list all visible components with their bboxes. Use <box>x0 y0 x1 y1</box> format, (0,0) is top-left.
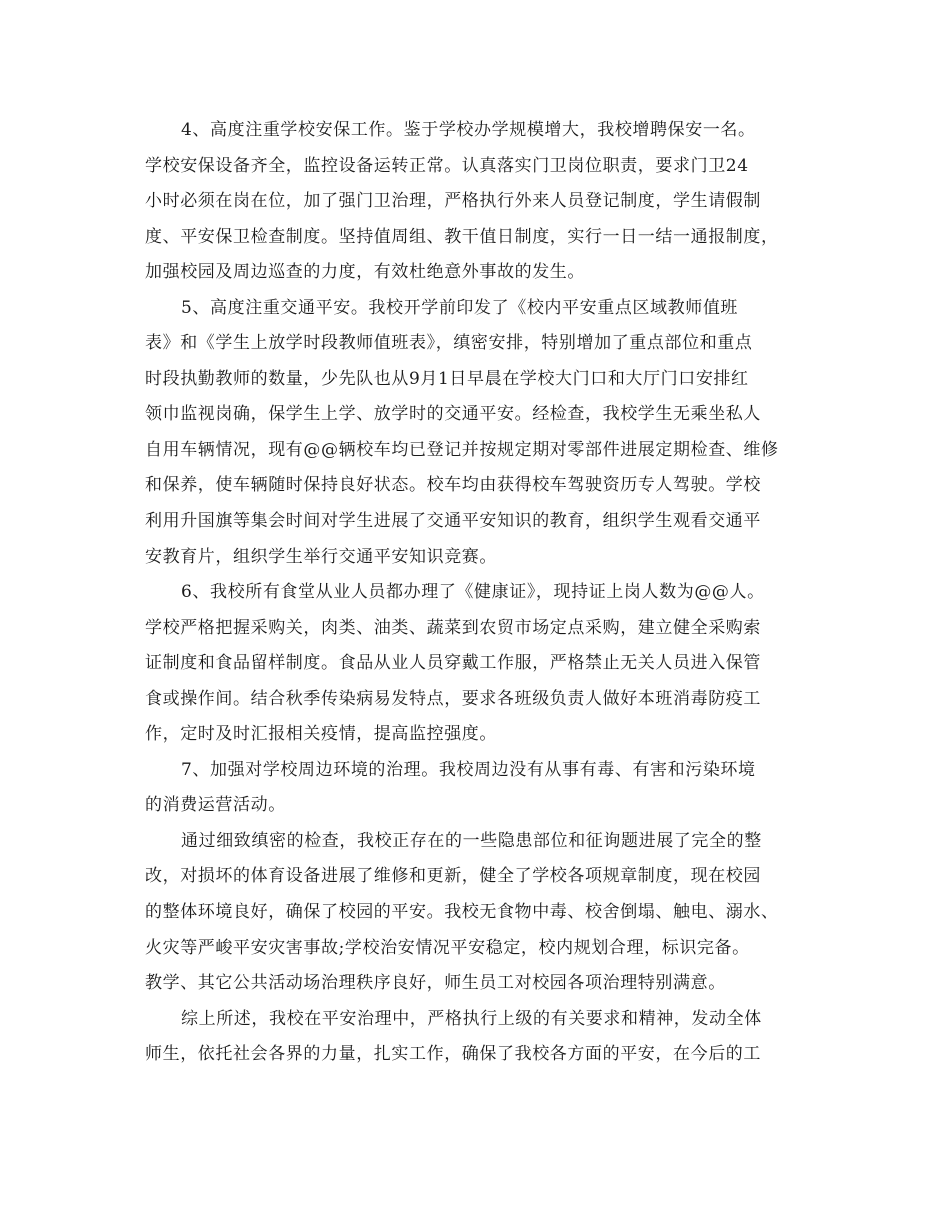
text-line: 的整体环境良好，确保了校园的平安。我校无食物中毒、校舍倒塌、触电、溺水、 <box>145 902 779 923</box>
text-line: 和保养，使车辆随时保持良好状态。校车均由获得校车驾驶资历专人驾驶。学校 <box>145 475 761 496</box>
text-line: 教学、其它公共活动场治理秩序良好，师生员工对校园各项治理特别满意。 <box>145 973 726 994</box>
text-line: 6、我校所有食堂从业人员都办理了《健康证》，现持证上岗人数为@@人。 <box>181 582 765 603</box>
text-line: 自用车辆情况，现有@@辆校车均已登记并按规定期对零部件进展定期检查、维修 <box>145 439 779 460</box>
text-line: 师生，依托社会各界的力量，扎实工作，确保了我校各方面的平安，在今后的工 <box>145 1044 761 1065</box>
text-line: 学校安保设备齐全，监控设备运转正常。认真落实门卫岗位职责，要求门卫24 <box>145 155 749 176</box>
text-line: 领巾监视岗确，保学生上学、放学时的交通平安。经检查，我校学生无乘坐私人 <box>145 404 761 425</box>
text-line: 利用升国旗等集会时间对学生进展了交通平安知识的教育，组织学生观看交通平 <box>145 511 761 532</box>
text-line: 学校严格把握采购关，肉类、油类、蔬菜到农贸市场定点采购，建立健全采购索 <box>145 617 761 638</box>
text-line: 时段执勤教师的数量，少先队也从9月1日早晨在学校大门口和大厅门口安排红 <box>145 368 749 389</box>
text-line: 的消费运营活动。 <box>145 795 286 816</box>
text-line: 加强校园及周边巡查的力度，有效杜绝意外事故的发生。 <box>145 262 585 283</box>
text-line: 火灾等严峻平安灾害事故;学校治安情况平安稳定，校内规划合理，标识完备。 <box>145 937 750 958</box>
text-line: 作，定时及时汇报相关疫情，提高监控强度。 <box>145 724 497 745</box>
text-line: 证制度和食品留样制度。食品从业人员穿戴工作服，严格禁止无关人员进入保管 <box>145 653 761 674</box>
text-line: 5、高度注重交通平安。我校开学前印发了《校内平安重点区域教师值班 <box>181 297 739 318</box>
text-line: 小时必须在岗在位，加了强门卫治理，严格执行外来人员登记制度，学生请假制 <box>145 191 761 212</box>
text-line: 综上所述，我校在平安治理中，严格执行上级的有关要求和精神，发动全体 <box>181 1008 762 1029</box>
text-line: 通过细致缜密的检查，我校正存在的一些隐患部位和征询题进展了完全的整 <box>181 830 762 851</box>
text-line: 食或操作间。结合秋季传染病易发特点，要求各班级负责人做好本班消毒防疫工 <box>145 688 761 709</box>
text-line: 4、高度注重学校安保工作。鉴于学校办学规模增大，我校增聘保安一名。 <box>181 120 756 140</box>
text-line: 安教育片，组织学生举行交通平安知识竞赛。 <box>145 546 497 567</box>
text-line: 7、加强对学校周边环境的治理。我校周边没有从事有毒、有害和污染环境 <box>181 759 756 780</box>
text-line: 度、平安保卫检查制度。坚持值周组、教干值日制度，实行一日一结一通报制度， <box>145 226 779 247</box>
text-line: 表》和《学生上放学时段教师值班表》，缜密安排，特别增加了重点部位和重点 <box>145 333 753 354</box>
document-body <box>145 113 815 1073</box>
text-line: 改，对损坏的体育设备进展了维修和更新，健全了学校各项规章制度，现在校园 <box>145 866 761 887</box>
